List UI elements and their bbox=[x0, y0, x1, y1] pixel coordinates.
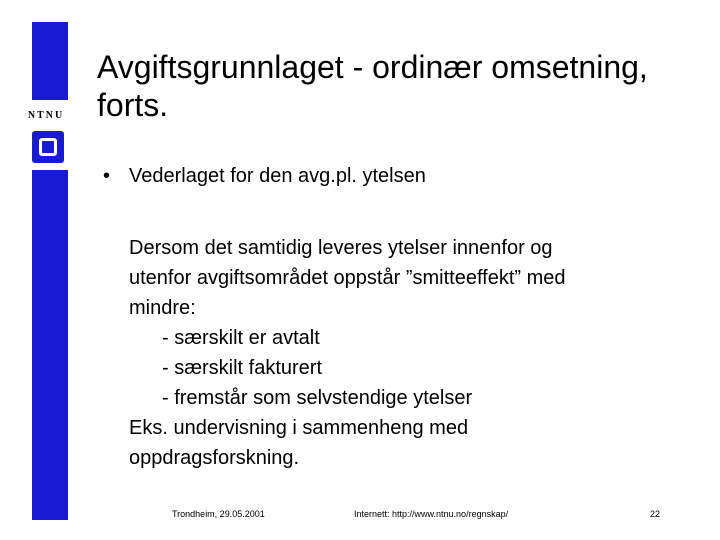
slide-title: Avgiftsgrunnlaget - ordinær omsetning, forts. bbox=[97, 49, 648, 123]
body-text-block bbox=[129, 233, 689, 473]
body-list-item: - særskilt er avtalt bbox=[162, 327, 320, 349]
body-list-item: - særskilt fakturert bbox=[162, 357, 323, 379]
page-number: 22 bbox=[650, 509, 661, 519]
ntnu-logo-text: NTNU bbox=[27, 110, 65, 121]
ntnu-logo-icon bbox=[32, 131, 64, 163]
body-list-item: - fremstår som selvstendige ytelser bbox=[162, 387, 473, 409]
body-line: oppdragsforskning. bbox=[129, 447, 300, 469]
body-line: mindre: bbox=[129, 297, 196, 319]
footer-date: Trondheim, 29.05.2001 bbox=[172, 509, 265, 519]
body-line: utenfor avgiftsområdet oppstår ”smitteeffekt” med bbox=[129, 267, 566, 289]
body-line: Eks. undervisning i sammenheng med bbox=[129, 417, 469, 439]
footer-url: Internett: http://www.ntnu.no/regnskap/ bbox=[354, 509, 509, 519]
side-accent-bar bbox=[32, 22, 68, 520]
bullet-icon: • bbox=[103, 165, 111, 187]
body-line: Dersom det samtidig leveres ytelser innenfor og bbox=[129, 237, 553, 259]
bullet-text: Vederlaget for den avg.pl. ytelsen bbox=[129, 165, 426, 187]
